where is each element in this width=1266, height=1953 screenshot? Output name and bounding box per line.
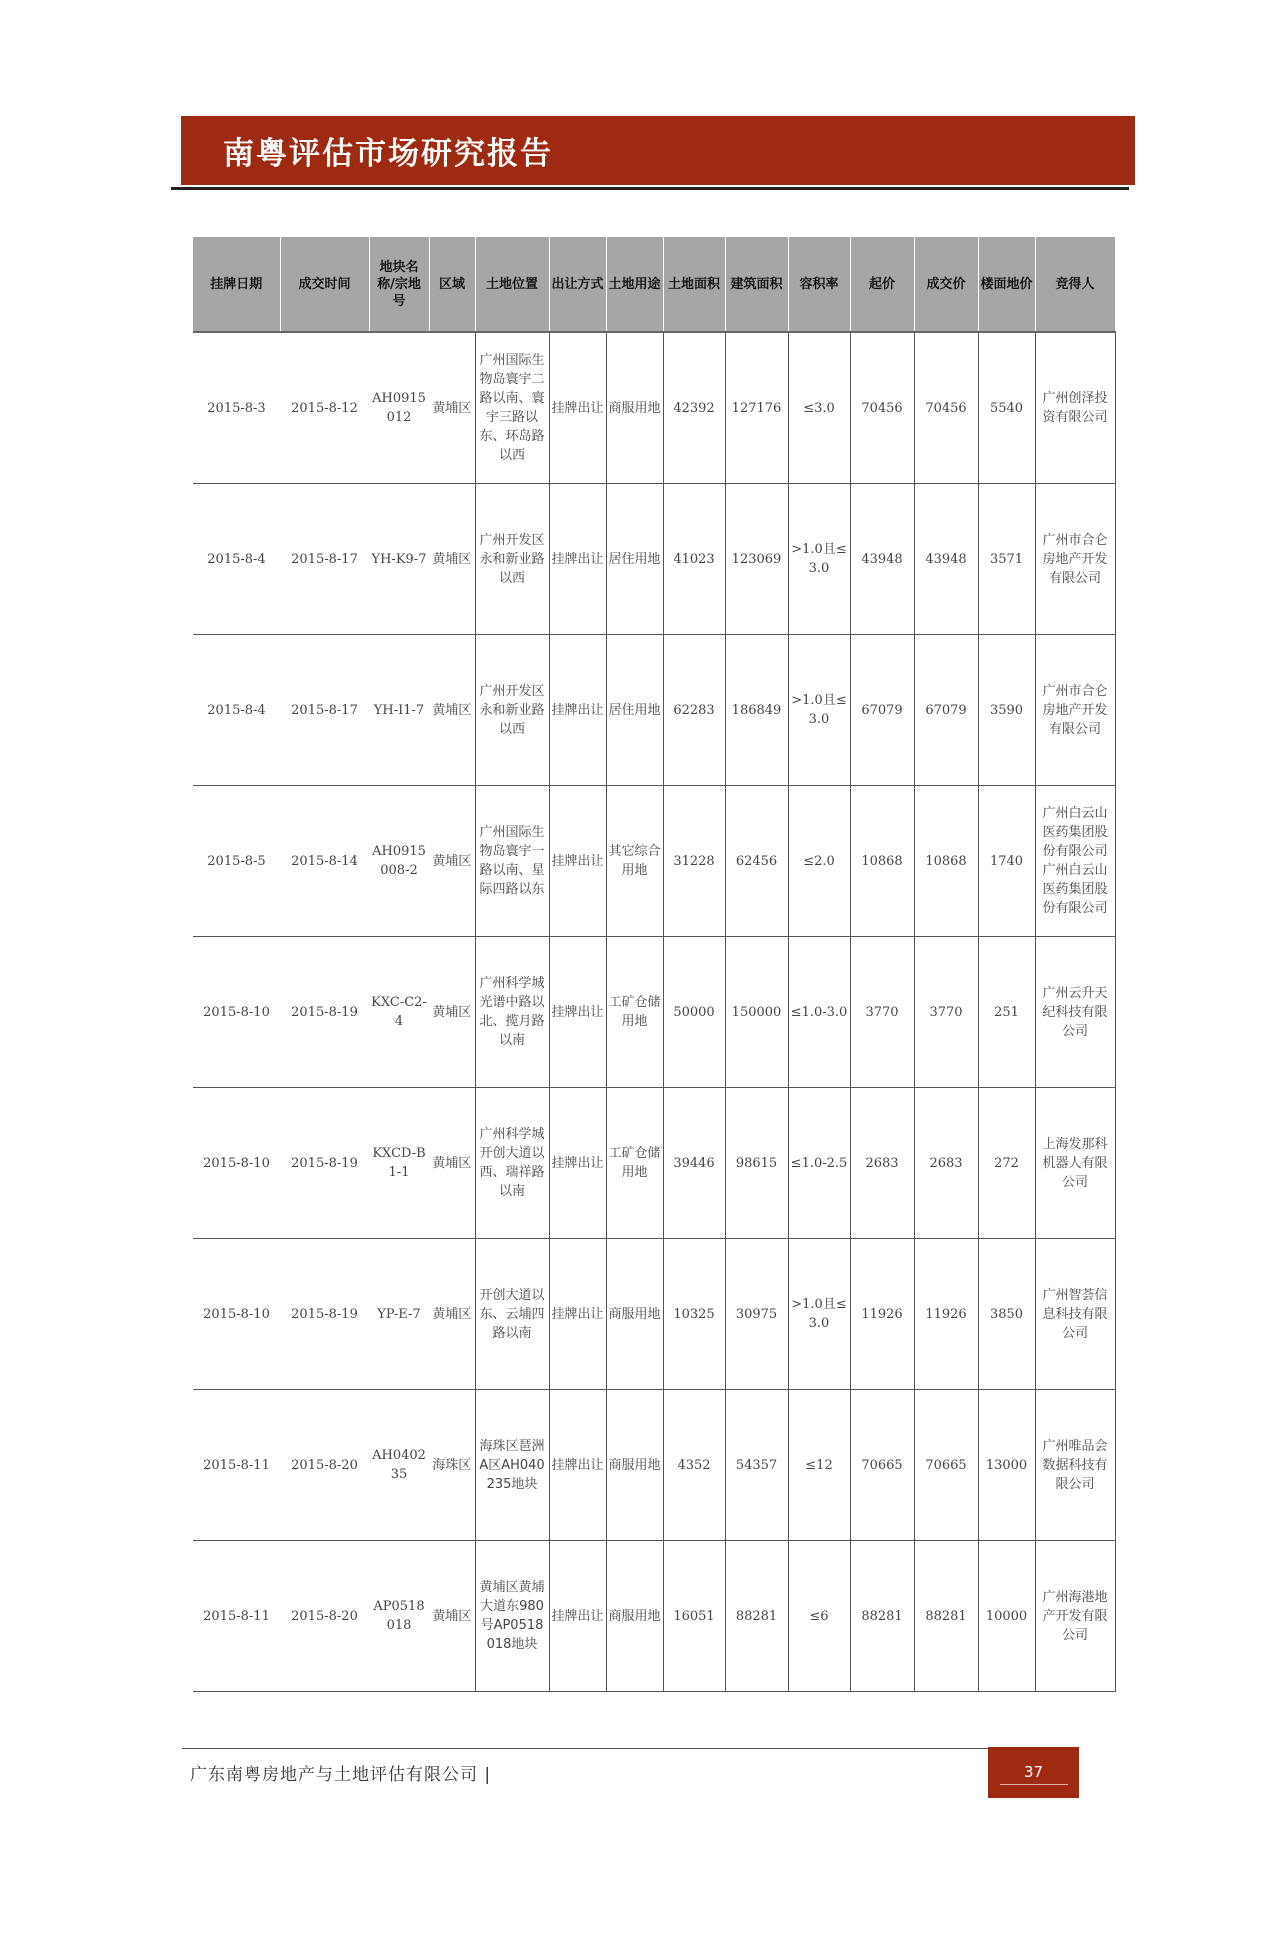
- cell-location: 广州国际生物岛寰宇二路以南、寰宇三路以东、环岛路以西: [475, 332, 549, 484]
- cell-land-area: 10325: [663, 1239, 725, 1390]
- cell-land-area: 39446: [663, 1088, 725, 1239]
- cell-winner: 上海发那科机器人有限公司: [1035, 1088, 1115, 1239]
- cell-transfer-method: 挂牌出让: [549, 1541, 606, 1692]
- cell-winner: 广州市合仑房地产开发有限公司: [1035, 635, 1115, 786]
- col-header: 出让方式: [549, 237, 606, 332]
- col-header: 地块名称/宗地号: [369, 237, 429, 332]
- cell-land-use: 商服用地: [606, 1390, 663, 1541]
- cell-location: 广州开发区永和新业路以西: [475, 484, 549, 635]
- cell-location: 广州科学城光谱中路以北、揽月路以南: [475, 937, 549, 1088]
- cell-parcel-id: KXCD-B1-1: [369, 1088, 429, 1239]
- cell-location: 开创大道以东、云埔四路以南: [475, 1239, 549, 1390]
- cell-land-use: 其它综合用地: [606, 786, 663, 937]
- cell-transfer-method: 挂牌出让: [549, 332, 606, 484]
- cell-winner: 广州市合仑房地产开发有限公司: [1035, 484, 1115, 635]
- cell-deal-price: 3770: [914, 937, 978, 1088]
- cell-floor-area: 186849: [725, 635, 788, 786]
- table-row: [193, 786, 1115, 937]
- cell-district: 黄埔区: [429, 1541, 475, 1692]
- cell-deal-date: 2015-8-14: [280, 786, 369, 937]
- page-number-underline: [1000, 1784, 1068, 1785]
- cell-listing-date: 2015-8-10: [193, 1088, 280, 1239]
- cell-deal-date: 2015-8-20: [280, 1541, 369, 1692]
- cell-floor-price: 13000: [978, 1390, 1035, 1541]
- cell-district: 黄埔区: [429, 786, 475, 937]
- cell-plot-ratio: >1.0且≤3.0: [788, 635, 850, 786]
- cell-floor-area: 150000: [725, 937, 788, 1088]
- page-number: 37: [988, 1747, 1079, 1798]
- cell-deal-price: 2683: [914, 1088, 978, 1239]
- col-header: 土地用途: [606, 237, 663, 332]
- cell-parcel-id: AH0915008-2: [369, 786, 429, 937]
- col-header: 建筑面积: [725, 237, 788, 332]
- cell-listing-date: 2015-8-3: [193, 332, 280, 484]
- cell-deal-price: 67079: [914, 635, 978, 786]
- table-row: [193, 1239, 1115, 1390]
- cell-land-area: 62283: [663, 635, 725, 786]
- col-header: 起价: [850, 237, 914, 332]
- col-header: 楼面地价: [978, 237, 1035, 332]
- cell-district: 海珠区: [429, 1390, 475, 1541]
- cell-listing-date: 2015-8-11: [193, 1541, 280, 1692]
- land-transaction-table-container: [193, 237, 1116, 1692]
- cell-plot-ratio: ≤1.0-3.0: [788, 937, 850, 1088]
- table-row: [193, 332, 1115, 484]
- cell-floor-price: 3590: [978, 635, 1035, 786]
- col-header: 成交时间: [280, 237, 369, 332]
- cell-listing-date: 2015-8-10: [193, 937, 280, 1088]
- cell-deal-date: 2015-8-19: [280, 1088, 369, 1239]
- cell-land-use: 居住用地: [606, 484, 663, 635]
- cell-deal-price: 88281: [914, 1541, 978, 1692]
- cell-district: 黄埔区: [429, 937, 475, 1088]
- cell-winner: 广州智荟信息科技有限公司: [1035, 1239, 1115, 1390]
- cell-deal-price: 70456: [914, 332, 978, 484]
- cell-deal-price: 11926: [914, 1239, 978, 1390]
- cell-winner: 广州创泽投资有限公司: [1035, 332, 1115, 484]
- footer-company: 广东南粤房地产与土地评估有限公司 |: [190, 1765, 492, 1785]
- cell-land-use: 工矿仓储用地: [606, 937, 663, 1088]
- cell-floor-price: 251: [978, 937, 1035, 1088]
- cell-land-use: 商服用地: [606, 1541, 663, 1692]
- header-rule: [171, 187, 1129, 190]
- table-row: [193, 937, 1115, 1088]
- col-header: 挂牌日期: [193, 237, 280, 332]
- cell-plot-ratio: >1.0且≤3.0: [788, 484, 850, 635]
- cell-land-use: 商服用地: [606, 1239, 663, 1390]
- cell-land-use: 工矿仓储用地: [606, 1088, 663, 1239]
- cell-land-area: 16051: [663, 1541, 725, 1692]
- cell-winner: 广州云升天纪科技有限公司: [1035, 937, 1115, 1088]
- cell-land-area: 42392: [663, 332, 725, 484]
- cell-district: 黄埔区: [429, 484, 475, 635]
- cell-listing-date: 2015-8-4: [193, 635, 280, 786]
- cell-deal-date: 2015-8-17: [280, 635, 369, 786]
- col-header: 土地面积: [663, 237, 725, 332]
- col-header: 成交价: [914, 237, 978, 332]
- cell-winner: 广州唯品会数据科技有限公司: [1035, 1390, 1115, 1541]
- cell-location: 黄埔区黄埔大道东980号AP0518018地块: [475, 1541, 549, 1692]
- cell-floor-price: 3571: [978, 484, 1035, 635]
- cell-start-price: 67079: [850, 635, 914, 786]
- land-transaction-table: [193, 237, 1116, 1692]
- cell-plot-ratio: ≤6: [788, 1541, 850, 1692]
- col-header: 竞得人: [1035, 237, 1115, 332]
- cell-transfer-method: 挂牌出让: [549, 1239, 606, 1390]
- cell-plot-ratio: >1.0且≤3.0: [788, 1239, 850, 1390]
- table-row: [193, 484, 1115, 635]
- cell-deal-price: 43948: [914, 484, 978, 635]
- cell-floor-price: 1740: [978, 786, 1035, 937]
- cell-land-area: 50000: [663, 937, 725, 1088]
- cell-transfer-method: 挂牌出让: [549, 937, 606, 1088]
- cell-deal-date: 2015-8-19: [280, 1239, 369, 1390]
- cell-location: 广州国际生物岛寰宇一路以南、星际四路以东: [475, 786, 549, 937]
- cell-location: 广州科学城开创大道以西、瑞祥路以南: [475, 1088, 549, 1239]
- col-header: 土地位置: [475, 237, 549, 332]
- table-row: [193, 1390, 1115, 1541]
- cell-floor-area: 98615: [725, 1088, 788, 1239]
- cell-floor-area: 54357: [725, 1390, 788, 1541]
- cell-deal-date: 2015-8-19: [280, 937, 369, 1088]
- cell-parcel-id: YH-K9-7: [369, 484, 429, 635]
- cell-deal-date: 2015-8-17: [280, 484, 369, 635]
- cell-district: 黄埔区: [429, 332, 475, 484]
- cell-parcel-id: KXC-C2-4: [369, 937, 429, 1088]
- table-row: [193, 635, 1115, 786]
- col-header: 区域: [429, 237, 475, 332]
- cell-floor-area: 123069: [725, 484, 788, 635]
- cell-parcel-id: AP0518018: [369, 1541, 429, 1692]
- cell-listing-date: 2015-8-5: [193, 786, 280, 937]
- cell-start-price: 43948: [850, 484, 914, 635]
- cell-parcel-id: YP-E-7: [369, 1239, 429, 1390]
- cell-land-area: 41023: [663, 484, 725, 635]
- cell-plot-ratio: ≤1.0-2.5: [788, 1088, 850, 1239]
- cell-listing-date: 2015-8-4: [193, 484, 280, 635]
- cell-floor-price: 5540: [978, 332, 1035, 484]
- cell-listing-date: 2015-8-11: [193, 1390, 280, 1541]
- cell-transfer-method: 挂牌出让: [549, 1088, 606, 1239]
- cell-parcel-id: YH-I1-7: [369, 635, 429, 786]
- cell-listing-date: 2015-8-10: [193, 1239, 280, 1390]
- cell-start-price: 70456: [850, 332, 914, 484]
- cell-winner: 广州白云山医药集团股份有限公司广州白云山医药集团股份有限公司: [1035, 786, 1115, 937]
- footer-rule: [182, 1748, 988, 1749]
- cell-floor-area: 30975: [725, 1239, 788, 1390]
- cell-deal-date: 2015-8-20: [280, 1390, 369, 1541]
- cell-start-price: 70665: [850, 1390, 914, 1541]
- cell-land-use: 居住用地: [606, 635, 663, 786]
- cell-transfer-method: 挂牌出让: [549, 1390, 606, 1541]
- cell-district: 黄埔区: [429, 635, 475, 786]
- cell-transfer-method: 挂牌出让: [549, 635, 606, 786]
- cell-deal-date: 2015-8-12: [280, 332, 369, 484]
- cell-floor-area: 127176: [725, 332, 788, 484]
- cell-land-area: 31228: [663, 786, 725, 937]
- cell-land-area: 4352: [663, 1390, 725, 1541]
- cell-plot-ratio: ≤2.0: [788, 786, 850, 937]
- cell-floor-area: 62456: [725, 786, 788, 937]
- cell-floor-price: 10000: [978, 1541, 1035, 1692]
- cell-winner: 广州海港地产开发有限公司: [1035, 1541, 1115, 1692]
- table-header-row: [193, 237, 1115, 332]
- cell-start-price: 3770: [850, 937, 914, 1088]
- cell-plot-ratio: ≤12: [788, 1390, 850, 1541]
- cell-location: 海珠区琶洲A区AH040235地块: [475, 1390, 549, 1541]
- cell-parcel-id: AH040235: [369, 1390, 429, 1541]
- cell-start-price: 11926: [850, 1239, 914, 1390]
- cell-transfer-method: 挂牌出让: [549, 484, 606, 635]
- cell-deal-price: 70665: [914, 1390, 978, 1541]
- cell-plot-ratio: ≤3.0: [788, 332, 850, 484]
- col-header: 容积率: [788, 237, 850, 332]
- report-title: 南粤评估市场研究报告: [223, 136, 553, 172]
- cell-deal-price: 10868: [914, 786, 978, 937]
- cell-parcel-id: AH0915012: [369, 332, 429, 484]
- cell-floor-price: 272: [978, 1088, 1035, 1239]
- table-row: [193, 1541, 1115, 1692]
- table-row: [193, 1088, 1115, 1239]
- cell-floor-price: 3850: [978, 1239, 1035, 1390]
- cell-start-price: 88281: [850, 1541, 914, 1692]
- cell-start-price: 10868: [850, 786, 914, 937]
- cell-district: 黄埔区: [429, 1088, 475, 1239]
- cell-floor-area: 88281: [725, 1541, 788, 1692]
- cell-location: 广州开发区永和新业路以西: [475, 635, 549, 786]
- cell-transfer-method: 挂牌出让: [549, 786, 606, 937]
- cell-district: 黄埔区: [429, 1239, 475, 1390]
- cell-land-use: 商服用地: [606, 332, 663, 484]
- cell-start-price: 2683: [850, 1088, 914, 1239]
